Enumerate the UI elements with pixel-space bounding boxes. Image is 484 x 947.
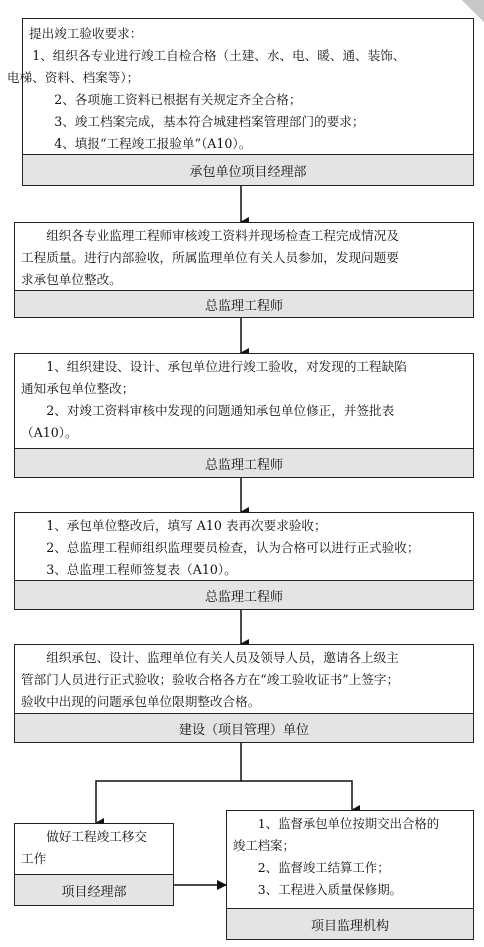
step1-title: 承包单位项目经理部 <box>23 154 473 185</box>
handover-content <box>15 824 173 872</box>
step5-content <box>15 645 473 715</box>
step3-line: 2、对竣工资料审核中发现的问题通知承包单位修正，并签批表 <box>46 403 395 418</box>
supervision-title: 项目监理机构 <box>227 908 473 939</box>
step1-line: 提出竣工验收要求： <box>29 26 143 41</box>
handover-box <box>14 823 174 906</box>
step2-line: 求承包单位整改。 <box>21 272 122 287</box>
step4-title: 总监理工程师 <box>15 580 473 609</box>
supervision-box <box>226 810 474 940</box>
step2-line: 工程质量。进行内部验收，所属监理单位有关人员参加，发现问题要 <box>21 250 399 265</box>
step1-line: 电梯、资料、档案等）； <box>7 70 140 85</box>
handover-line: 做好工程竣工移交 <box>46 829 147 844</box>
step1-line: 3、竣工档案完成，基本符合城建档案管理部门的要求； <box>54 114 365 129</box>
step5-title: 建设（项目管理）单位 <box>15 713 473 742</box>
step3-line: 通知承包单位整改； <box>21 381 135 396</box>
handover-line: 工作 <box>21 851 47 866</box>
step3-line: 1、组织建设、设计、承包单位进行竣工验收，对发现的工程缺陷 <box>46 359 407 374</box>
step1-line: 4、填报“工程竣工报验单”（A10）。 <box>54 136 252 151</box>
branch-connector <box>96 743 241 823</box>
step3-content <box>15 354 473 446</box>
step3-line: （A10）。 <box>21 425 78 440</box>
step4-line: 3、总监理工程师签复表（A10）。 <box>46 562 237 577</box>
step5-line: 管部门人员进行正式验收；验收合格各方在“竣工验收证书”上签字； <box>21 672 400 687</box>
step4-line: 1、承包单位整改后，填写 A10 表再次要求验收； <box>46 518 327 533</box>
step1-box <box>7 18 474 186</box>
supervision-line: 竣工档案； <box>233 838 295 853</box>
supervision-line: 3、工程进入质量保修期。 <box>257 882 402 897</box>
step5-line: 组织承包、设计、监理单位有关人员及领导人员，邀请各上级主 <box>46 650 399 665</box>
step3-box <box>14 353 474 478</box>
step1-line: 2、各项施工资料已根据有关规定齐全合格； <box>54 92 302 107</box>
branch-connector-right <box>241 781 352 810</box>
step5-box <box>14 644 474 743</box>
handover-title: 项目经理部 <box>15 874 173 905</box>
step2-box <box>14 222 474 318</box>
step4-box <box>14 512 474 610</box>
step2-title: 总监理工程师 <box>15 290 473 317</box>
supervision-line: 2、监督竣工结算工作； <box>257 860 390 875</box>
step1-content <box>7 19 473 157</box>
supervision-line: 1、监督承包单位按期交出合格的 <box>257 816 440 831</box>
supervision-content <box>227 811 473 903</box>
step2-content <box>15 223 473 293</box>
step1-line: 1、组织各专业进行竣工自检合格（土建、水、电、暖、通、装饰、 <box>32 48 406 63</box>
step3-title: 总监理工程师 <box>15 448 473 477</box>
step5-line: 验收中出现的问题承包单位限期整改合格。 <box>21 694 261 709</box>
step4-line: 2、总监理工程师组织监理要员检查，认为合格可以进行正式验收； <box>46 540 420 555</box>
step2-line: 组织各专业监理工程师审核竣工资料并现场检查工程完成情况及 <box>46 228 399 243</box>
step4-content <box>15 513 473 583</box>
